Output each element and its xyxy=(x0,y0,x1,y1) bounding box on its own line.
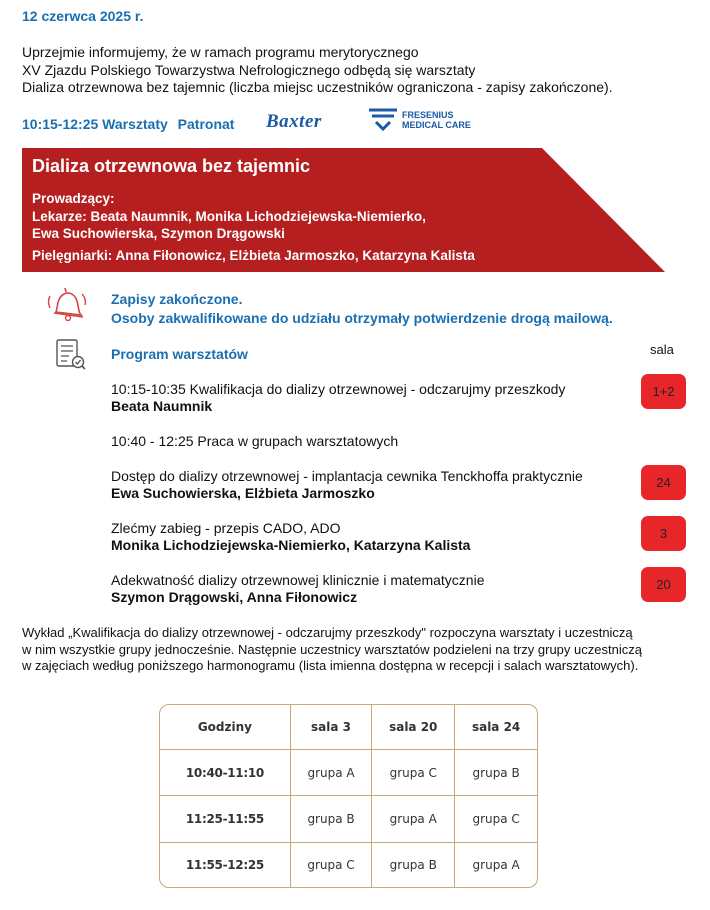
header-cell: sala 20 xyxy=(372,705,455,750)
banner-title: Dializa otrzewnowa bez tajemnic xyxy=(32,156,311,176)
footer-line-1: Wykład „Kwalifikacja do dializy otrzewnowej - odczarujmy przeszkody" rozpoczyna warsztaty i uczestniczą xyxy=(22,625,633,640)
table-row xyxy=(160,796,537,842)
item-speakers: Ewa Suchowierska, Elżbieta Jarmoszko xyxy=(111,485,375,501)
room-badge: 1+2 xyxy=(641,374,686,409)
footer-line-3: w zajęciach według poniższego harmonogramu (lista imienna dostępna w recepcji i salach warsztatowych). xyxy=(22,658,639,673)
program-item xyxy=(111,433,398,450)
group-cell: grupa A xyxy=(372,796,455,842)
item-title: 10:15-10:35 Kwalifikacja do dializy otrzewnowej - odczarujmy przeszkody xyxy=(111,381,566,397)
footer-line-2: w nim wszystkie grupy jednocześnie. Następnie uczestnicy warsztatów podzieleni na trzy grupy uczestniczą xyxy=(22,641,642,657)
group-cell: grupa A xyxy=(290,750,371,796)
leaders-label: Prowadzący: xyxy=(32,191,115,206)
item-title: Dostęp do dializy otrzewnowej - implantacja cewnika Tenckhoffa praktycznie xyxy=(111,468,583,484)
table-row xyxy=(160,842,537,887)
item-title: 10:40 - 12:25 Praca w grupach warsztatowych xyxy=(111,433,399,449)
patron-label: Patronat xyxy=(177,116,235,132)
group-cell: grupa B xyxy=(372,842,455,887)
banner-nurses: Pielęgniarki: Anna Fiłonowicz, Elżbieta Jarmoszko, Katarzyna Kalista xyxy=(32,248,475,263)
workshop-time: 10:15-12:25 Warsztaty xyxy=(22,116,168,132)
date: 12 czerwca 2025 r. xyxy=(22,8,144,24)
fresenius-logo-text: FRESENIUS MEDICAL CARE xyxy=(402,110,471,130)
room-column-header: sala xyxy=(650,342,674,357)
intro-line-2: XV Zjazdu Polskiego Towarzystwa Nefrologicznego odbędą się warsztaty xyxy=(22,61,476,78)
item-speakers: Beata Naumnik xyxy=(111,398,213,414)
checklist-icon xyxy=(54,338,88,377)
patron-row xyxy=(22,116,240,132)
program-item xyxy=(111,381,565,415)
room-badge: 3 xyxy=(641,516,686,551)
item-speakers: Szymon Drągowski, Anna Fiłonowicz xyxy=(111,589,358,605)
fresenius-logo-icon xyxy=(367,107,399,136)
group-cell: grupa A xyxy=(455,842,537,887)
notice-line-1: Zapisy zakończone. xyxy=(111,291,243,307)
intro-text xyxy=(22,44,702,97)
program-item xyxy=(111,468,583,502)
header-cell: Godziny xyxy=(160,705,290,750)
program-item xyxy=(111,520,470,554)
header-cell: sala 3 xyxy=(290,705,371,750)
notice-line-2: Osoby zakwalifikowane do udziału otrzymały potwierdzenie drogą mailową. xyxy=(111,310,613,326)
time-cell: 10:40-11:10 xyxy=(160,750,290,796)
bell-icon xyxy=(44,284,88,329)
item-speakers: Monika Lichodziejewska-Niemierko, Katarzyna Kalista xyxy=(111,537,471,553)
group-cell: grupa C xyxy=(290,842,371,887)
group-cell: grupa B xyxy=(290,796,371,842)
room-badge: 20 xyxy=(641,567,686,602)
footer-text xyxy=(22,625,702,675)
item-title: Adekwatność dializy otrzewnowej klinicznie i matematycznie xyxy=(111,572,485,588)
header-cell: sala 24 xyxy=(455,705,537,750)
banner-leaders xyxy=(32,190,426,243)
group-cell: grupa C xyxy=(372,750,455,796)
table-header-row xyxy=(160,705,537,750)
intro-line-1: Uprzejmie informujemy, że w ramach programu merytorycznego xyxy=(22,44,419,60)
group-cell: grupa B xyxy=(455,750,537,796)
room-badge: 24 xyxy=(641,465,686,500)
doctors-line-1: Lekarze: Beata Naumnik, Monika Lichodziejewska-Niemierko, xyxy=(32,208,426,224)
baxter-logo: Baxter xyxy=(266,111,322,132)
schedule-table xyxy=(159,704,538,888)
time-cell: 11:55-12:25 xyxy=(160,842,290,887)
program-title: Program warsztatów xyxy=(111,346,248,362)
doctors-line-2: Ewa Suchowierska, Szymon Drągowski xyxy=(32,226,285,241)
intro-line-3: Dializa otrzewnowa bez tajemnic (liczba miejsc uczestników ograniczona - zapisy zakończone). xyxy=(22,79,613,95)
table-row xyxy=(160,750,537,796)
item-title: Zlećmy zabieg - przepis CADO, ADO xyxy=(111,520,341,536)
program-item xyxy=(111,572,485,606)
group-cell: grupa C xyxy=(455,796,537,842)
registration-notice xyxy=(111,290,613,328)
time-cell: 11:25-11:55 xyxy=(160,796,290,842)
